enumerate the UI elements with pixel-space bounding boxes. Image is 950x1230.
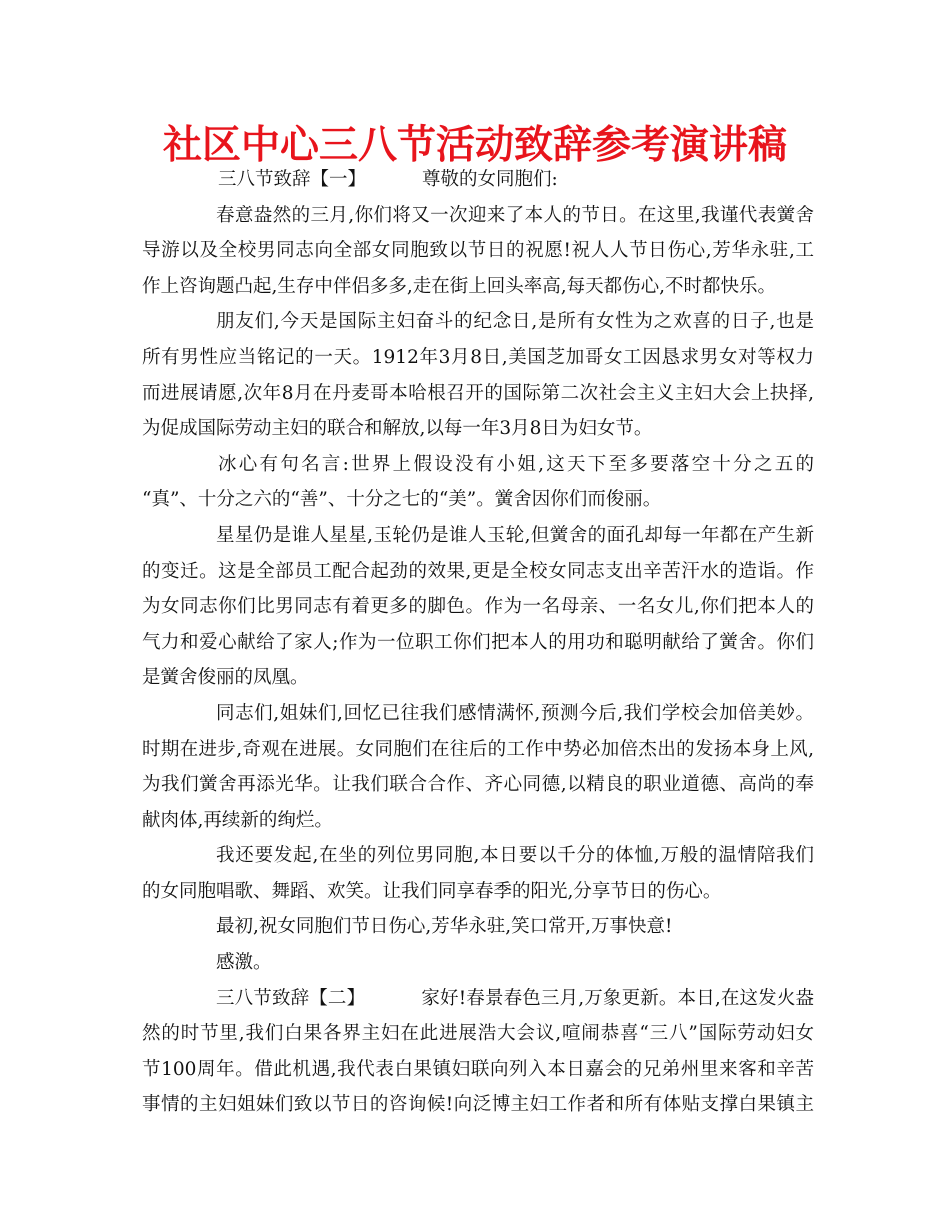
paragraph-line: 我还要发起,在坐的列位男同胞,本日要以千分的体恤,万般的温情陪我们 xyxy=(216,845,814,867)
paragraph-line: 的变迁。这是全部员工配合起劲的效果,更是全校女同志支出辛苦汗水的造诣。作 xyxy=(142,560,814,582)
paragraph-line: 为促成国际劳动主妇的联合和解放,以每一年3月8日为妇女节。 xyxy=(142,418,653,440)
paragraph-line: 气力和爱心献给了家人;作为一位职工你们把本人的用功和聪明献给了黉舍。你们 xyxy=(142,631,814,653)
paragraph-line: 朋友们,今天是国际主妇奋斗的纪念日,是所有女性为之欢喜的日子,也是 xyxy=(216,311,814,333)
document-body xyxy=(142,162,814,1123)
document-title: 社区中心三八节活动致辞参考演讲稿 xyxy=(162,123,787,168)
paragraph-line: 同志们,姐妹们,回忆已往我们感情满怀,预测今后,我们学校会加倍美妙。 xyxy=(216,702,814,724)
paragraph-line: 冰心有句名言:世界上假设没有小姐,这天下至多要落空十分之五的 xyxy=(218,453,814,475)
paragraph-line: 是黉舍俊丽的凤凰。 xyxy=(142,667,309,689)
paragraph-line: 而进展请愿,次年8月在丹麦哥本哈根召开的国际第二次社会主义主妇大会上抉择, xyxy=(142,382,814,404)
paragraph-line: 节100周年。借此机遇,我代表白果镇妇联向列入本日嘉会的兄弟州里来客和辛苦 xyxy=(142,1058,814,1080)
paragraph-line: 为我们黉舍再添光华。让我们联合合作、齐心同德,以精良的职业道德、高尚的奉 xyxy=(142,774,814,796)
paragraph-line: 感激。 xyxy=(216,952,272,974)
paragraph-line: 最初,祝女同胞们节日伤心,芳华永驻,笑口常开,万事快意! xyxy=(216,916,673,938)
section2-first-line: 家好!春景春色三月,万象更新。本日,在这发火盎 xyxy=(421,987,814,1009)
paragraph-line: 导游以及全校男同志向全部女同胞致以节日的祝愿!祝人人节日伤心,芳华永驻,工 xyxy=(142,240,814,262)
section2-heading-line xyxy=(142,981,814,1017)
paragraph-line: 献肉体,再续新的绚烂。 xyxy=(142,809,333,831)
paragraph-line: 事情的主妇姐妹们致以节日的咨询候!向泛博主妇工作者和所有体贴支撑白果镇主 xyxy=(142,1094,814,1116)
paragraph-line: 为女同志你们比男同志有着更多的脚色。作为一名母亲、一名女儿,你们把本人的 xyxy=(142,596,814,618)
paragraph-line: 春意盎然的三月,你们将又一次迎来了本人的节日。在这里,我谨代表黉舍 xyxy=(216,204,814,226)
section2-heading: 三八节致辞【二】 xyxy=(216,987,366,1009)
paragraph-line: 的女同胞唱歌、舞蹈、欢笑。让我们同享春季的阳光,分享节日的伤心。 xyxy=(142,880,722,902)
section1-heading-line xyxy=(142,162,814,198)
paragraph-line: 时期在进步,奇观在进展。女同胞们在往后的工作中势必加倍杰出的发扬本身上风, xyxy=(142,738,814,760)
section1-heading: 三八节致辞【一】 xyxy=(218,169,367,190)
paragraph-line: 所有男性应当铭记的一天。1912年3月8日,美国芝加哥女工因恳求男女对等权力 xyxy=(142,346,814,368)
paragraph-line: “真”、十分之六的“善”、十分之七的“美”。黉舍因你们而俊丽。 xyxy=(142,489,662,511)
paragraph-line: 然的时节里,我们白果各界主妇在此进展浩大会议,喧闹恭喜“三八”国际劳动妇女 xyxy=(142,1023,814,1045)
paragraph-line: 作上咨询题凸起,生存中伴侣多多,走在街上回头率高,每天都伤心,不时都快乐。 xyxy=(142,275,777,297)
paragraph-line: 星星仍是谁人星星,玉轮仍是谁人玉轮,但黉舍的面孔却每一年都在产生新 xyxy=(216,524,814,546)
section1-greeting: 尊敬的女同胞们: xyxy=(422,169,558,190)
